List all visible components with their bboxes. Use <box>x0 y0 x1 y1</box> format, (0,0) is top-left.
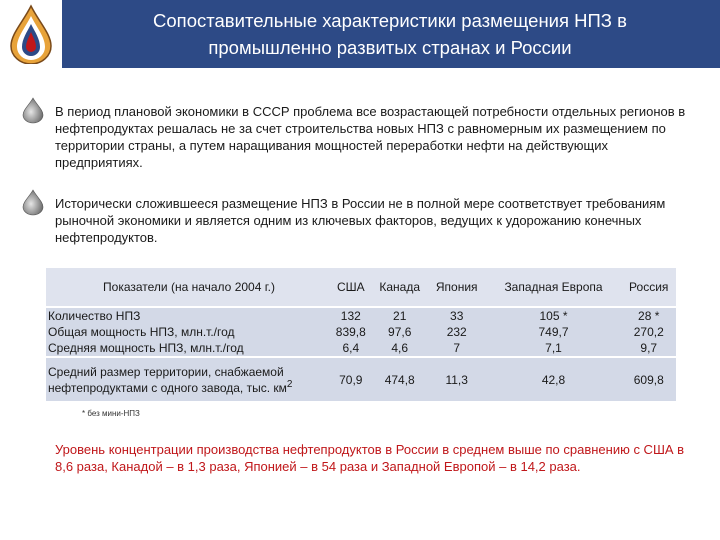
table-row: Средний размер территории, снабжаемой нефтепродуктами с одного завода, тыс. $км^2$ 70,9 474,8 11,3 42,8 609,8 <box>46 358 676 401</box>
table-row: Общая мощность НПЗ, млн.т./год 839,8 97,6 232 749,7 270,2 <box>46 324 676 340</box>
header-bar <box>0 0 720 68</box>
paragraph-planned-economy: В период плановой экономики в СССР проблема все возрастающей потребности отдельных регионов в нефтепродуктах решалась не за счет строительства новых НПЗ с равномерным их размещением по территории страны, а путем наращивания мощностей переработки нефти на действующих предприятиях. <box>55 104 686 170</box>
col-header-indicator: Показатели (на начало 2004 г.) <box>103 280 275 294</box>
col-header-west-europe: Западная Европа <box>504 280 603 294</box>
title-line-1: Сопоставительные характеристики размещения НПЗ в <box>153 10 627 31</box>
oil-drop-logo-icon <box>8 4 54 64</box>
logo <box>0 0 62 68</box>
conclusion-text: Уровень концентрации производства нефтепродуктов в России в среднем выше по сравнению с США в 8,6 раза, Канадой – в 1,3 раза, Японией – в 54 раза и Западной Европой – в 14,2 раза. <box>55 442 685 474</box>
col-header-usa: США <box>336 280 365 294</box>
bullet-drop-icon <box>20 188 46 216</box>
table-row: Количество НПЗ 132 21 33 105 * 28 * <box>46 308 676 324</box>
title-line-2: промышленно развитых странах и России <box>208 37 572 58</box>
superscript-2: 2 <box>286 378 293 390</box>
table-row: Средняя мощность НПЗ, млн.т./год 6,4 4,6 7 7,1 9,7 <box>46 340 676 356</box>
row-label-territory: Средний размер территории, снабжаемой нефтепродуктами с одного завода, тыс. км <box>48 364 287 395</box>
comparison-table <box>46 268 676 401</box>
col-header-japan: Япония <box>435 280 478 294</box>
col-header-russia: Россия <box>629 280 669 294</box>
paragraph-historical-placement: Исторически сложившееся размещение НПЗ в России не в полной мере соответствует требованиям рыночной экономики и является одним из ключевых факторов, ведущих к удорожанию конечных нефтепродуктов. <box>55 196 666 245</box>
col-header-canada: Канада <box>379 280 421 294</box>
page-title <box>70 7 710 61</box>
bullet-drop-icon <box>20 96 46 124</box>
table-header-row <box>46 268 676 306</box>
footnote: * без мини-НПЗ <box>82 409 140 418</box>
